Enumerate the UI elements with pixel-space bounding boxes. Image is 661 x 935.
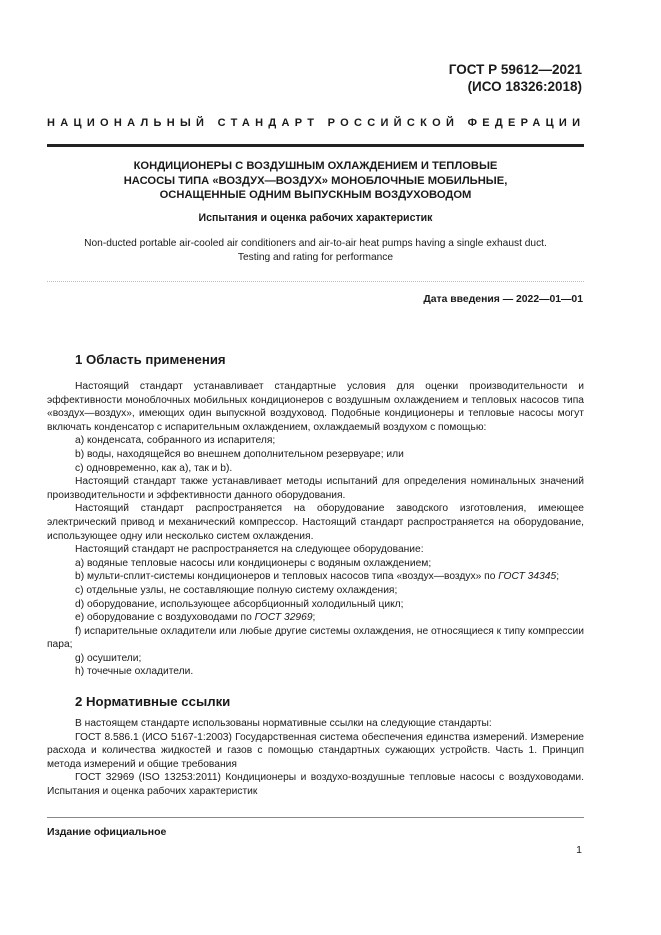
standard-number-block: [449, 61, 582, 95]
list-item-text: e) оборудование с воздуховодами по: [75, 612, 255, 624]
list-item: h) точечные охладители.: [75, 666, 194, 678]
section-1-paragraph: Настоящий стандарт устанавливает стандартные условия для оценки производительности и эффективности моноблочных мобильных кондиционеров с воздушным охлаждением и тепловых насосов типа «воздух—воздух», имеющих один выпускной воздуховод. Подобные кондиционеры и тепловые насосы могут включать конденсатор с испарительным охлаждением, охлаждаемый воздухом с помощью:: [47, 381, 584, 433]
list-item: f) испарительные охладители или любые другие системы охлаждения, не относящиеся к типу компрессии пара;: [47, 625, 584, 651]
english-title: [47, 237, 584, 264]
list-item: c) одновременно, как a), так и b).: [75, 462, 233, 474]
section-2-heading: 2 Нормативные ссылки: [75, 694, 231, 710]
english-title-line-2: Testing and rating for performance: [237, 251, 394, 263]
document-title: [47, 159, 584, 203]
header-rule: [47, 144, 584, 147]
section-2-paragraph: В настоящем стандарте использованы нормативные ссылки на следующие стандарты:: [75, 718, 492, 730]
standard-reference-link[interactable]: ГОСТ 32969: [254, 612, 313, 624]
list-item: a) конденсата, собранного из испарителя;: [75, 435, 276, 447]
list-item: [47, 611, 584, 625]
section-1-paragraph: Настоящий стандарт также устанавливает методы испытаний для определения номинальных значений производительности и эффективности данного оборудования.: [47, 476, 584, 501]
title-line-1: КОНДИЦИОНЕРЫ С ВОЗДУШНЫМ ОХЛАЖДЕНИЕМ И ТЕПЛОВЫЕ: [133, 160, 498, 172]
list-item: a) водяные тепловые насосы или кондиционеры с водяным охлаждением;: [75, 557, 432, 569]
official-edition-label: Издание официальное: [47, 826, 167, 838]
section-1-heading: 1 Область применения: [75, 352, 226, 367]
list-item: [47, 570, 584, 584]
footer-rule: [47, 817, 584, 818]
list-item-text: b) мульти-сплит-системы кондиционеров и тепловых насосов типа «воздух—воздух» по: [75, 571, 499, 583]
page-number: 1: [576, 844, 582, 856]
national-standard-banner: НАЦИОНАЛЬНЫЙ СТАНДАРТ РОССИЙСКОЙ ФЕДЕРАЦИИ: [47, 117, 586, 129]
section-1-paragraph: Настоящий стандарт распространяется на оборудование заводского изготовления, имеющее электрический привод и механический компрессор. Настоящий стандарт распространяется на оборудование, использующее одну или несколько систем охлаждения.: [47, 503, 584, 542]
list-item-punct: ;: [556, 571, 560, 583]
iso-number: (ИСО 18326:2018): [467, 79, 582, 94]
document-subtitle: Испытания и оценка рабочих характеристик: [198, 212, 433, 224]
title-divider: [47, 281, 584, 282]
standard-number: ГОСТ Р 59612—2021: [448, 62, 582, 77]
standard-reference-link[interactable]: ГОСТ 34345: [498, 571, 557, 583]
document-body: [47, 352, 584, 799]
title-line-2: НАСОСЫ ТИПА «ВОЗДУХ—ВОЗДУХ» МОНОБЛОЧНЫЕ МОБИЛЬНЫЕ,: [123, 174, 508, 187]
section-1-paragraph: Настоящий стандарт не распространяется на следующее оборудование:: [75, 544, 424, 556]
list-item: b) воды, находящейся во внешнем дополнительном резервуаре; или: [75, 448, 404, 460]
introduction-date: Дата введения — 2022—01—01: [423, 294, 583, 305]
normative-reference: ГОСТ 8.586.1 (ИСО 5167-1:2003) Государственная система обеспечения единства измерений. Измерение расхода и количества жидкостей и газов с помощью стандартных сужающих устройств. Часть 1. Принцип метода измерений и общие требования: [47, 731, 584, 770]
title-line-3: ОСНАЩЕННЫЕ ОДНИМ ВЫПУСКНЫМ ВОЗДУХОВОДОМ: [159, 189, 472, 201]
list-item: g) осушители;: [75, 652, 142, 664]
english-title-line-1: Non-ducted portable air-cooled air conditioners and air-to-air heat pumps having a single exhaust duct.: [84, 238, 547, 249]
list-item: d) оборудование, использующее абсорбционный холодильный цикл;: [75, 598, 404, 610]
list-item: c) отдельные узлы, не составляющие полную систему охлаждения;: [75, 584, 398, 596]
list-item-punct: ;: [312, 612, 316, 624]
normative-reference: ГОСТ 32969 (ISO 13253:2011) Кондиционеры и воздухо-воздушные тепловые насосы с воздуховодами. Испытания и оценка рабочих характеристик: [47, 772, 584, 798]
